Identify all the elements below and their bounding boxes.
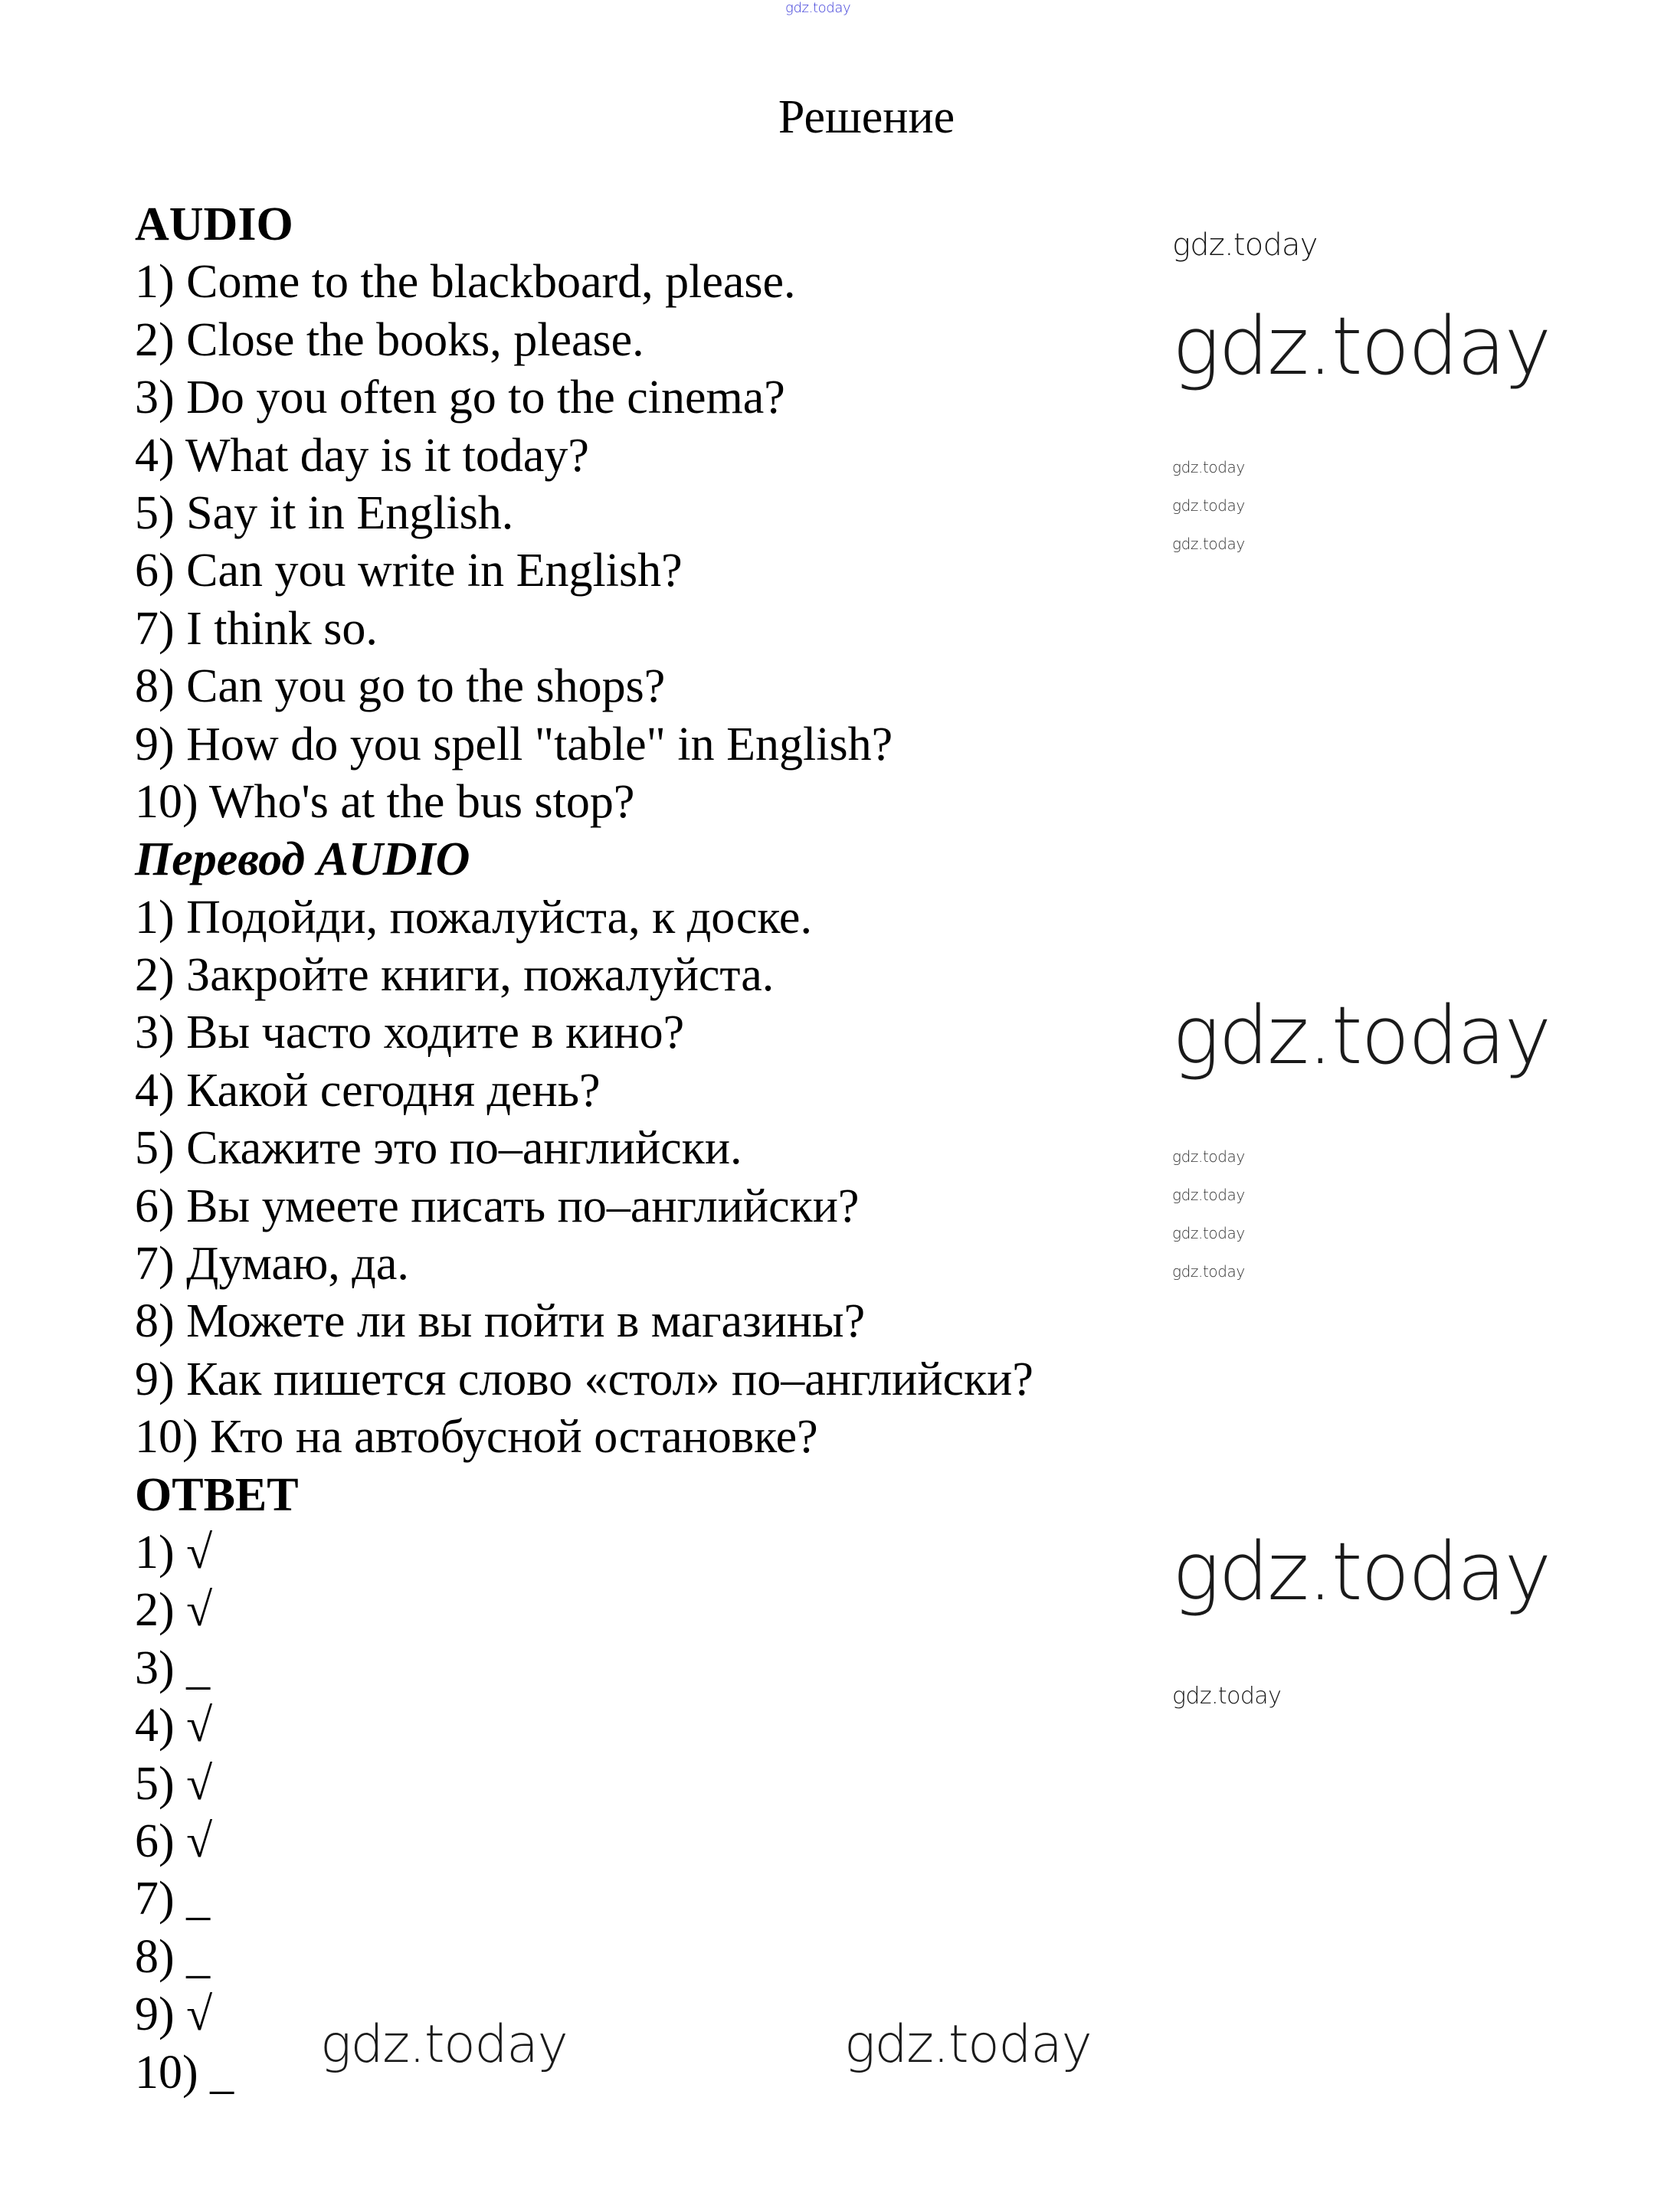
watermark-tiny: gdz.today xyxy=(1172,1262,1245,1281)
list-item: 4) √ xyxy=(135,1700,213,1752)
watermark-medium: gdz.today xyxy=(320,2014,568,2075)
list-item: 9) How do you spell "table" in English? xyxy=(135,718,893,771)
list-item: 8) _ xyxy=(135,1930,211,1983)
list-item: 3) Вы часто ходите в кино? xyxy=(135,1006,685,1059)
watermark-tiny: gdz.today xyxy=(1172,496,1245,515)
list-item: 8) Можете ли вы пойти в магазины? xyxy=(135,1295,866,1348)
watermark-large: gdz.today xyxy=(1172,1525,1551,1618)
list-item: 10) Who's at the bus stop? xyxy=(135,775,635,828)
list-item: 6) Can you write in English? xyxy=(135,545,683,597)
watermark-tiny: gdz.today xyxy=(1172,1186,1245,1204)
list-item: 2) √ xyxy=(135,1584,213,1637)
watermark-small: gdz.today xyxy=(1172,227,1318,263)
list-item: 3) Do you often go to the cinema? xyxy=(135,371,785,424)
page-title: Решение xyxy=(778,91,955,143)
list-item: 2) Закройте книги, пожалуйста. xyxy=(135,949,775,1002)
list-item: 2) Close the books, please. xyxy=(135,313,644,366)
list-item: 7) Думаю, да. xyxy=(135,1238,409,1291)
list-item: 7) _ xyxy=(135,1873,211,1926)
list-item: 4) Какой сегодня день? xyxy=(135,1064,601,1117)
list-item: 10) _ xyxy=(135,2046,234,2099)
solution-content xyxy=(135,196,1033,2102)
list-item: 9) √ xyxy=(135,1988,213,2041)
list-item: 5) √ xyxy=(135,1757,213,1810)
section-heading: Перевод AUDIO xyxy=(135,833,470,886)
watermark-tiny: gdz.today xyxy=(1172,535,1245,553)
watermark-large: gdz.today xyxy=(1172,299,1551,393)
section-heading: AUDIO xyxy=(135,198,293,250)
watermark-tiny: gdz.today xyxy=(1172,1147,1245,1166)
list-item: 3) _ xyxy=(135,1641,211,1694)
watermark-tiny: gdz.today xyxy=(1172,1224,1245,1242)
list-item: 5) Скажите это по–английски. xyxy=(135,1122,742,1175)
list-item: 10) Кто на автобусной остановке? xyxy=(135,1411,818,1464)
list-item: 5) Say it in English. xyxy=(135,486,514,539)
watermark-tiny: gdz.today xyxy=(1172,458,1245,476)
list-item: 8) Can you go to the shops? xyxy=(135,660,666,713)
list-item: 1) √ xyxy=(135,1526,213,1579)
list-item: 6) √ xyxy=(135,1814,213,1867)
watermark-large: gdz.today xyxy=(1172,989,1551,1082)
watermark-medium: gdz.today xyxy=(844,2014,1092,2075)
list-item: 6) Вы умеете писать по–английски? xyxy=(135,1180,860,1232)
list-item: 4) What day is it today? xyxy=(135,429,589,482)
list-item: 7) I think so. xyxy=(135,602,378,655)
watermark-top: gdz.today xyxy=(785,0,851,16)
watermark-small: gdz.today xyxy=(1172,1683,1282,1710)
section-heading: ОТВЕТ xyxy=(135,1468,299,1521)
list-item: 9) Как пишется слово «стол» по–английски? xyxy=(135,1353,1033,1405)
list-item: 1) Подойди, пожалуйста, к доске. xyxy=(135,891,812,944)
list-item: 1) Come to the blackboard, please. xyxy=(135,256,796,309)
